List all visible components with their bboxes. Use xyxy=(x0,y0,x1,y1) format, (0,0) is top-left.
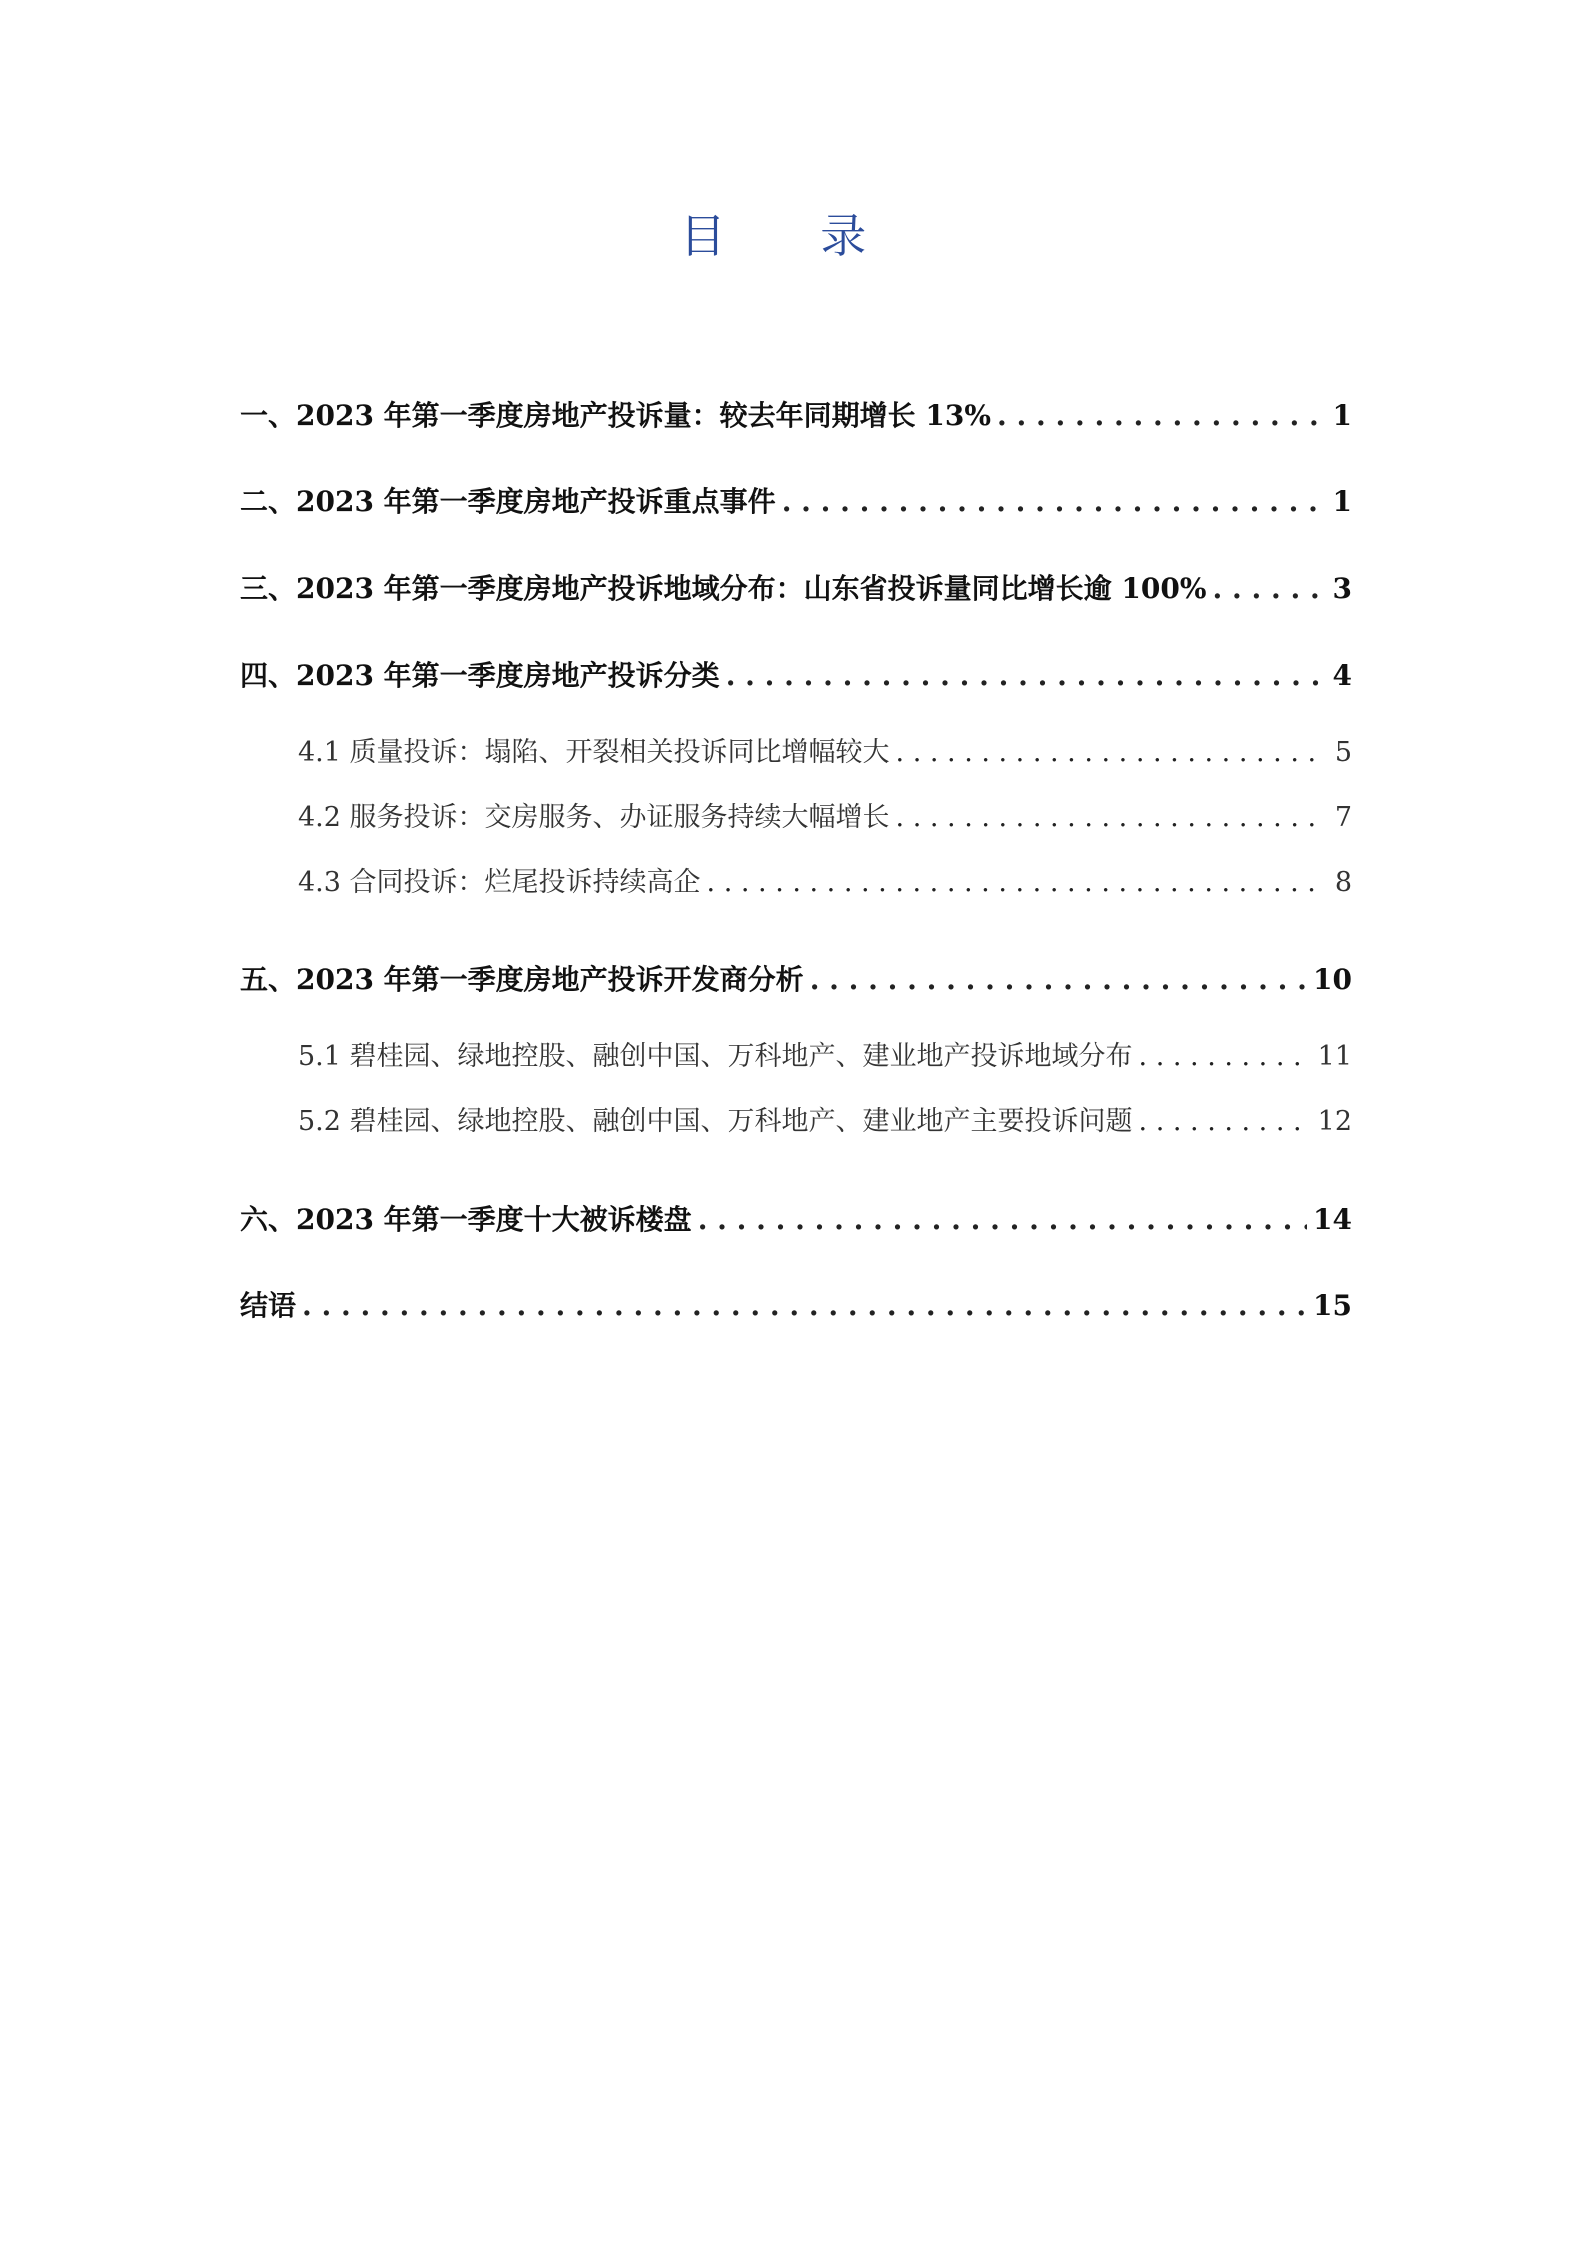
toc-entry-5[interactable] xyxy=(240,958,1352,998)
toc-page-number: 4 xyxy=(1332,659,1352,692)
dot-leader xyxy=(896,802,1326,833)
toc-entry-3[interactable] xyxy=(240,567,1352,607)
toc-page-number: 14 xyxy=(1313,1203,1352,1236)
toc-entry-text: 一、2023 年第一季度房地产投诉量：较去年同期增长 13% xyxy=(240,399,991,432)
toc-page-number: 7 xyxy=(1334,802,1352,833)
toc-entry-5-2[interactable] xyxy=(298,1099,1352,1138)
toc-page-number: 1 xyxy=(1332,485,1352,518)
toc-entry-text: 5.2 碧桂园、绿地控股、融创中国、万科地产、建业地产主要投诉问题 xyxy=(298,1106,1133,1137)
toc-entry-conclusion[interactable] xyxy=(240,1284,1352,1324)
toc-page-number: 5 xyxy=(1334,737,1352,768)
toc-entry-text: 四、2023 年第一季度房地产投诉分类 xyxy=(240,659,720,692)
toc-entry-5-1[interactable] xyxy=(298,1034,1352,1073)
toc-page-number: 3 xyxy=(1332,572,1352,605)
toc-page-number: 8 xyxy=(1334,867,1352,898)
toc-page-number: 15 xyxy=(1313,1289,1352,1322)
toc-entry-text: 三、2023 年第一季度房地产投诉地域分布：山东省投诉量同比增长逾 100% xyxy=(240,572,1207,605)
dot-leader xyxy=(1139,1106,1312,1137)
dot-leader xyxy=(810,963,1307,996)
toc-entry-text: 4.1 质量投诉：塌陷、开裂相关投诉同比增幅较大 xyxy=(298,737,890,768)
toc-entry-text: 4.2 服务投诉：交房服务、办证服务持续大幅增长 xyxy=(298,802,890,833)
toc-entry-4-3[interactable] xyxy=(298,860,1352,899)
toc-entry-6[interactable] xyxy=(240,1198,1352,1238)
dot-leader xyxy=(707,867,1326,898)
dot-leader xyxy=(302,1289,1307,1322)
dot-leader xyxy=(1139,1041,1312,1072)
toc-entry-text: 4.3 合同投诉：烂尾投诉持续高企 xyxy=(298,867,701,898)
toc-page-number: 1 xyxy=(1332,399,1352,432)
dot-leader xyxy=(698,1203,1307,1236)
toc-entry-4-1[interactable] xyxy=(298,730,1352,769)
dot-leader xyxy=(726,659,1326,692)
toc-title: 目 录 xyxy=(679,209,907,263)
toc-entry-4-2[interactable] xyxy=(298,795,1352,834)
toc-entry-text: 5.1 碧桂园、绿地控股、融创中国、万科地产、建业地产投诉地域分布 xyxy=(298,1041,1133,1072)
toc-page-number: 10 xyxy=(1313,963,1352,996)
dot-leader xyxy=(782,485,1326,518)
toc-entry-1[interactable] xyxy=(240,394,1352,434)
toc-entry-text: 五、2023 年第一季度房地产投诉开发商分析 xyxy=(240,963,804,996)
toc-entry-text: 二、2023 年第一季度房地产投诉重点事件 xyxy=(240,485,776,518)
dot-leader xyxy=(896,737,1326,768)
toc-entry-4[interactable] xyxy=(240,654,1352,694)
toc-entry-text: 结语 xyxy=(240,1289,297,1322)
dot-leader xyxy=(1212,572,1326,605)
dot-leader xyxy=(997,399,1326,432)
toc-page-number: 12 xyxy=(1317,1106,1352,1137)
toc-page-number: 11 xyxy=(1317,1041,1352,1072)
toc-entry-text: 六、2023 年第一季度十大被诉楼盘 xyxy=(240,1203,692,1236)
toc-entry-2[interactable] xyxy=(240,480,1352,520)
